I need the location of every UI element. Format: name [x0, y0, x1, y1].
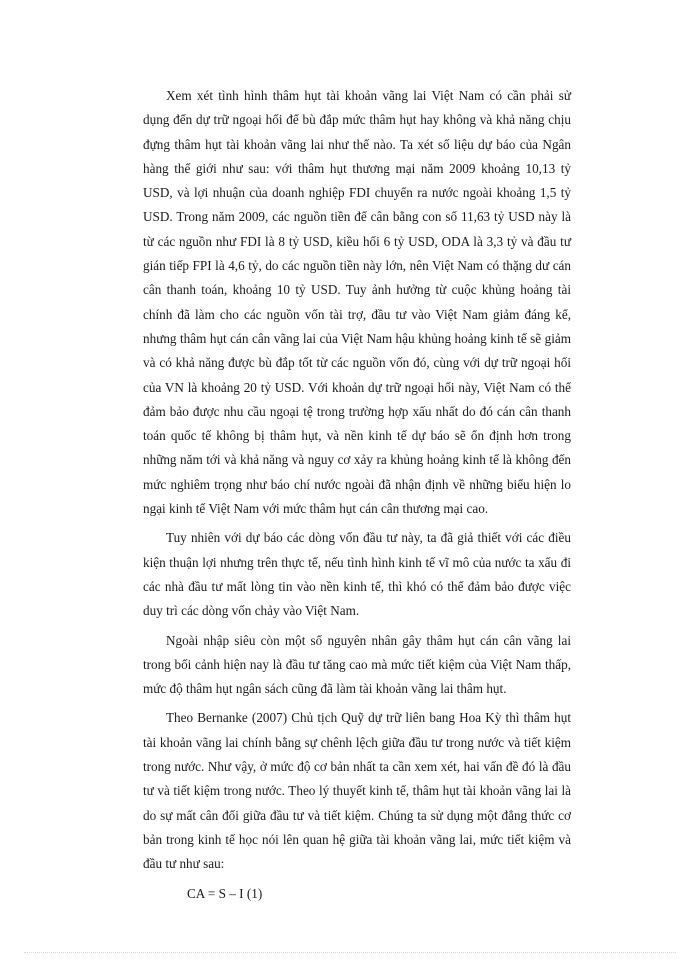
- page-bottom-divider: [24, 952, 676, 953]
- paragraph-other-causes: Ngoài nhập siêu còn một số nguyên nhân gây thâm hụt cán cân vãng lai trong bối cảnh hiện nay là đầu tư tăng cao mà mức tiết kiệm của Việt Nam thấp, mức độ thâm hụt ngân sách cũng đã làm tài khoản vãng lai thâm hụt.: [143, 632, 571, 697]
- paragraph-capital-flow-assumption: Tuy nhiên với dự báo các dòng vốn đầu tư này, ta đã giả thiết với các điều kiện thuận lợi nhưng trên thực tế, nếu tình hình kinh tế vĩ mô của nước ta xấu đi các nhà đầu tư mất lòng tin vào nền kinh tế, thì khó có thể đảm bảo được việc duy trì các dòng vốn chảy vào Việt Nam.: [143, 530, 571, 619]
- document-body: [143, 84, 571, 906]
- equation-ca-s-i: CA = S – I (1): [187, 885, 263, 901]
- paragraph-current-account-forecast: Xem xét tình hình thâm hụt tài khoản vãng lai Việt Nam có cần phải sử dụng đến dự trữ ngoại hối để bù đắp mức thâm hụt hay không và khả năng chịu đựng thâm hụt tài khoản vãng lai như thế nào. Ta xét số liệu dự báo của Ngân hàng thế giới như sau: với thâm hụt thương mại năm 2009 khoảng 10,13 tỷ USD, và lợi nhuận của doanh nghiệp FDI chuyển ra nước ngoài khoảng 1,5 tỷ USD. Trong năm 2009, các nguồn tiền để cân bằng con số 11,63 tỷ USD này là từ các nguồn như FDI là 8 tỷ USD, kiều hối 6 tỷ USD, ODA là 3,3 tỷ và đầu tư gián tiếp FPI là 4,6 tỷ, do các nguồn tiền này lớn, nên Việt Nam có thặng dư cán cân thanh toán, khoảng 10 tỷ USD. Tuy ảnh hưởng từ cuộc khủng hoảng tài chính đã làm cho các nguồn vốn tài trợ, đầu tư vào Việt Nam giảm đáng kể, nhưng thâm hụt cán cân vãng lai của Việt Nam hậu khủng hoảng kinh tế sẽ giảm và có khả năng được bù đắp tốt từ các nguồn vốn đó, cùng với dự trữ ngoại hối của VN là khoảng 20 tỷ USD. Với khoản dự trữ ngoại hối này, Việt Nam có thể đảm bảo được nhu cầu ngoại tệ trong trường hợp xấu nhất do đó cán cân thanh toán quốc tế không bị thâm hụt, và nền kinh tế dự báo sẽ ổn định hơn trong những năm tới và khả năng và nguy cơ xảy ra khủng hoảng kinh tế là không đến mức nghiêm trọng như báo chí nước ngoài đã nhận định về những biểu hiện lo ngại kinh tế Việt Nam với mức thâm hụt cán cân thương mại cao.: [143, 88, 571, 517]
- paragraph-bernanke-theory: Theo Bernanke (2007) Chủ tịch Quỹ dự trữ liên bang Hoa Kỳ thì thâm hụt tài khoản vãng lai chính bằng sự chênh lệch giữa đầu tư trong nước và tiết kiệm trong nước. Như vậy, ở mức độ cơ bản nhất ta cần xem xét, hai vấn đề đó là đầu tư và tiết kiệm trong nước. Theo lý thuyết kinh tế, thâm hụt tài khoản vãng lai là do sự mất cân đối giữa đầu tư và tiết kiệm. Chúng ta sử dụng một đẳng thức cơ bản trong kinh tế học nói lên quan hệ giữa tài khoản vãng lai, mức tiết kiệm và đầu tư như sau:: [143, 710, 571, 872]
